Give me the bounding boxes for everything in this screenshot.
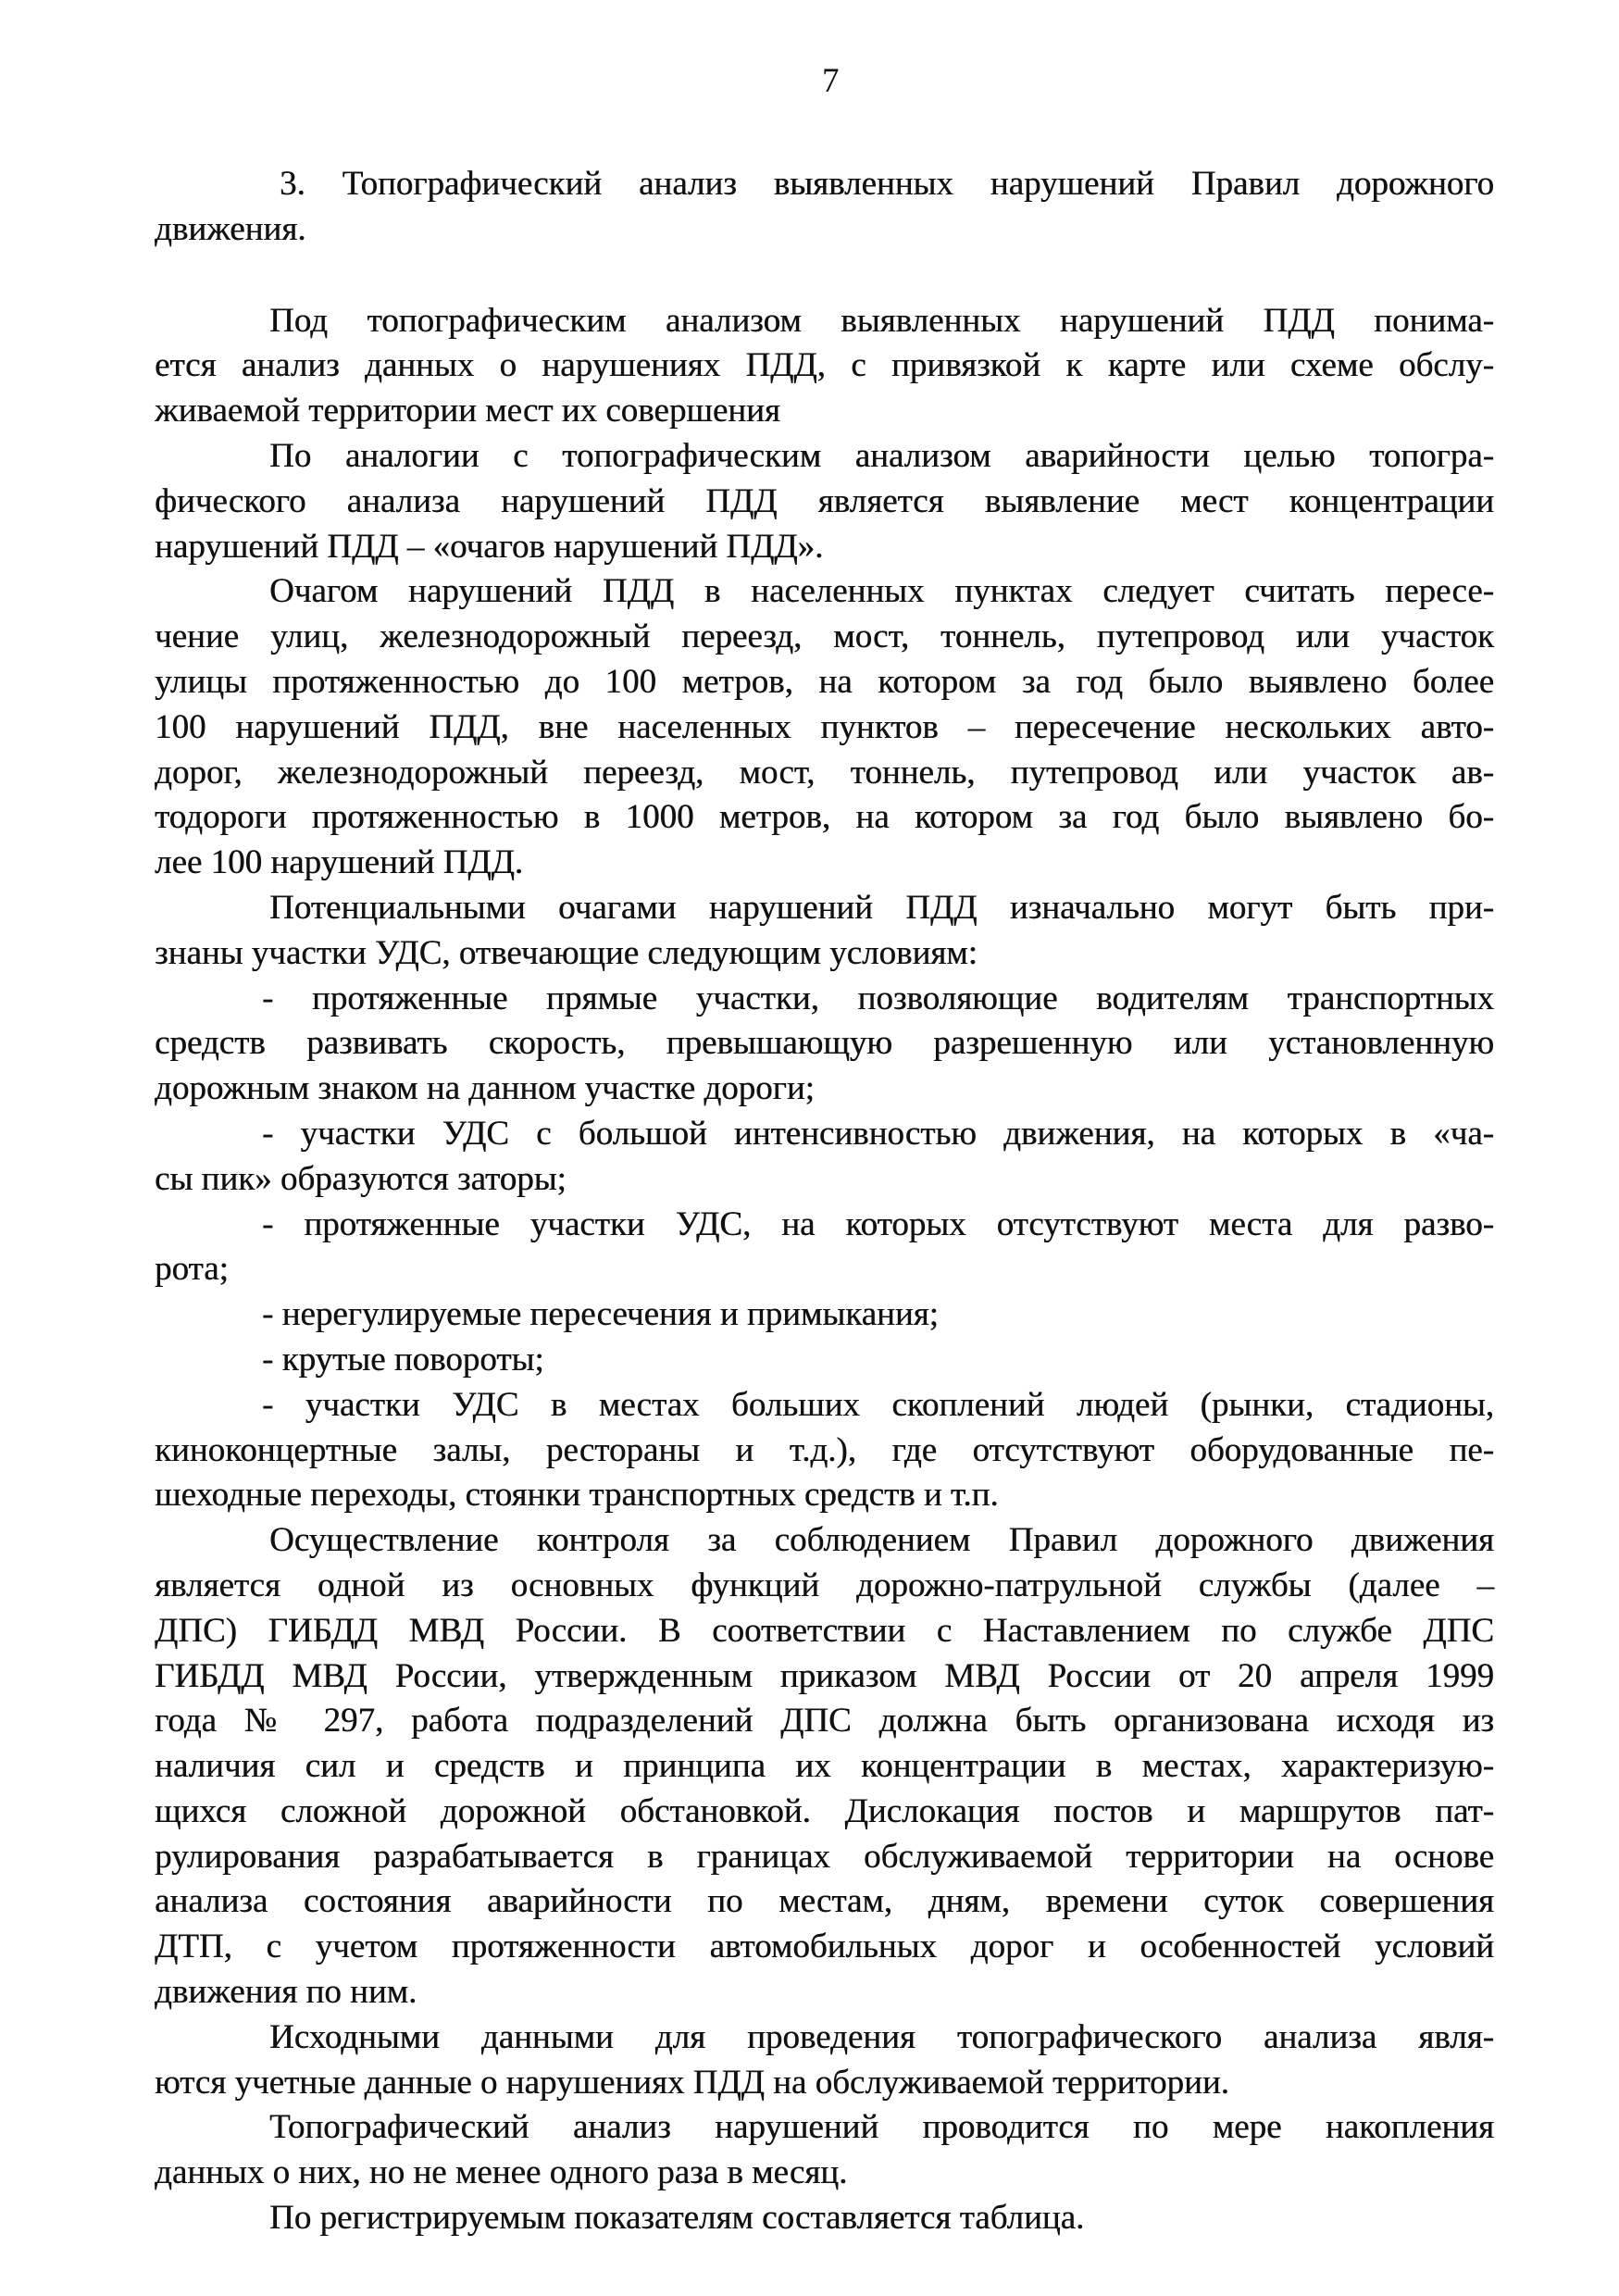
text-line: ДТП, с учетом протяженности автомобильных дорог и особенностей условий [155,1928,1494,1966]
paragraph [155,2015,1494,2106]
text-line: наличия сил и средств и принципа их концентрации в местах, характеризую- [155,1747,1494,1786]
text-line: - протяженные участки УДС, на которых отсутствуют места для разво- [262,1204,1494,1243]
text-line: данных о них, но не менее одного раза в месяц. [155,2153,848,2192]
text-line: Потенциальными очагами нарушений ПДД изначально могут быть при- [269,888,1494,927]
text-line: шеходные переходы, стоянки транспортных средств и т.п. [155,1476,999,1515]
text-line: является одной из основных функций дорожно-патрульной службы (далее – [155,1566,1494,1604]
text-line: года № 297, работа подразделений ДПС должна быть организована исходя из [155,1702,1494,1741]
text-line: 100 нарушений ПДД, вне населенных пунктов – пересечение нескольких авто- [155,707,1494,746]
paragraph [155,1518,1494,2015]
text-line: Очагом нарушений ПДД в населенных пунктах следует считать пересе- [269,572,1494,611]
text-line: движения по ним. [155,1973,417,2012]
paragraph [155,2196,1494,2241]
text-line: - нерегулируемые пересечения и примыкания; [262,1295,939,1334]
paragraph [155,434,1494,569]
text-line: Осуществление контроля за соблюдением Правил дорожного движения [269,1521,1494,1560]
section-heading [155,162,1494,253]
text-line: дорожным знаком на данном участке дороги; [155,1069,815,1108]
list-item [155,1203,1494,1293]
text-line: - крутые повороты; [262,1340,544,1379]
text-line: ются учетные данные о нарушениях ПДД на обслуживаемой территории. [155,2063,1229,2102]
text-line: рота; [155,1250,229,1289]
text-line: Под топографическим анализом выявленных нарушений ПДД понима- [269,301,1494,340]
text-line: 3. Топографический анализ выявленных нарушений Правил дорожного [280,165,1494,203]
page-number: 7 [822,62,840,100]
text-line: киноконцертные залы, рестораны и т.д.), где отсутствуют оборудованные пе- [155,1430,1494,1469]
document-body [155,162,1494,2241]
text-line: ется анализ данных о нарушениях ПДД, с привязкой к карте или схеме обслу- [155,346,1494,385]
text-line: знаны участки УДС, отвечающие следующим условиям: [155,933,978,972]
list-item [155,1292,1494,1338]
text-line: живаемой территории мест их совершения [155,392,780,430]
text-line: Исходными данными для проведения топографического анализа явля- [269,2017,1494,2056]
paragraph [155,299,1494,434]
list-item [155,1112,1494,1203]
list-item [155,1383,1494,1518]
list-item [155,1338,1494,1383]
text-line: анализа состояния аварийности по местам, дням, времени суток совершения [155,1882,1494,1921]
text-line: - участки УДС с большой интенсивностью движения, на которых в «ча- [262,1114,1494,1153]
text-line: По аналогии с топографическим анализом аварийности целью топогра- [269,436,1494,475]
text-line: сы пик» образуются заторы; [155,1159,567,1198]
text-line: - участки УДС в местах больших скоплений людей (рынки, стадионы, [262,1385,1494,1424]
paragraph [155,2105,1494,2196]
text-line: ГИБДД МВД России, утвержденным приказом МВД России от 20 апреля 1999 [155,1656,1494,1695]
text-line: ДПС) ГИБДД МВД России. В соответствии с Наставлением по службе ДПС [155,1611,1494,1650]
text-line: средств развивать скорость, превышающую разрешенную или установленную [155,1024,1494,1063]
text-line: фического анализа нарушений ПДД является выявление мест концентрации [155,481,1494,520]
text-line: Топографический анализ нарушений проводится по мере накопления [269,2108,1494,2147]
text-line: рулирования разрабатывается в границах обслуживаемой территории на основе [155,1837,1494,1876]
text-line: чение улиц, железнодорожный переезд, мост, тоннель, путепровод или участок [155,618,1494,656]
text-line: улицы протяженностью до 100 метров, на котором за год было выявлено более [155,662,1494,701]
text-line: нарушений ПДД – «очагов нарушений ПДД». [155,527,824,566]
text-line: - протяженные прямые участки, позволяющие водителям транспортных [262,979,1494,1017]
text-line: лее 100 нарушений ПДД. [155,843,524,882]
list-item [155,977,1494,1112]
text-line: щихся сложной дорожной обстановкой. Дислокация постов и маршрутов пат- [155,1791,1494,1830]
text-line: По регистрируемым показателям составляется таблица. [269,2199,1085,2238]
paragraph [155,569,1494,886]
text-line: дорог, железнодорожный переезд, мост, тоннель, путепровод или участок ав- [155,753,1494,792]
text-line: движения. [155,209,306,248]
text-line: тодороги протяженностью в 1000 метров, на котором за год было выявлено бо- [155,798,1494,837]
paragraph [155,886,1494,977]
